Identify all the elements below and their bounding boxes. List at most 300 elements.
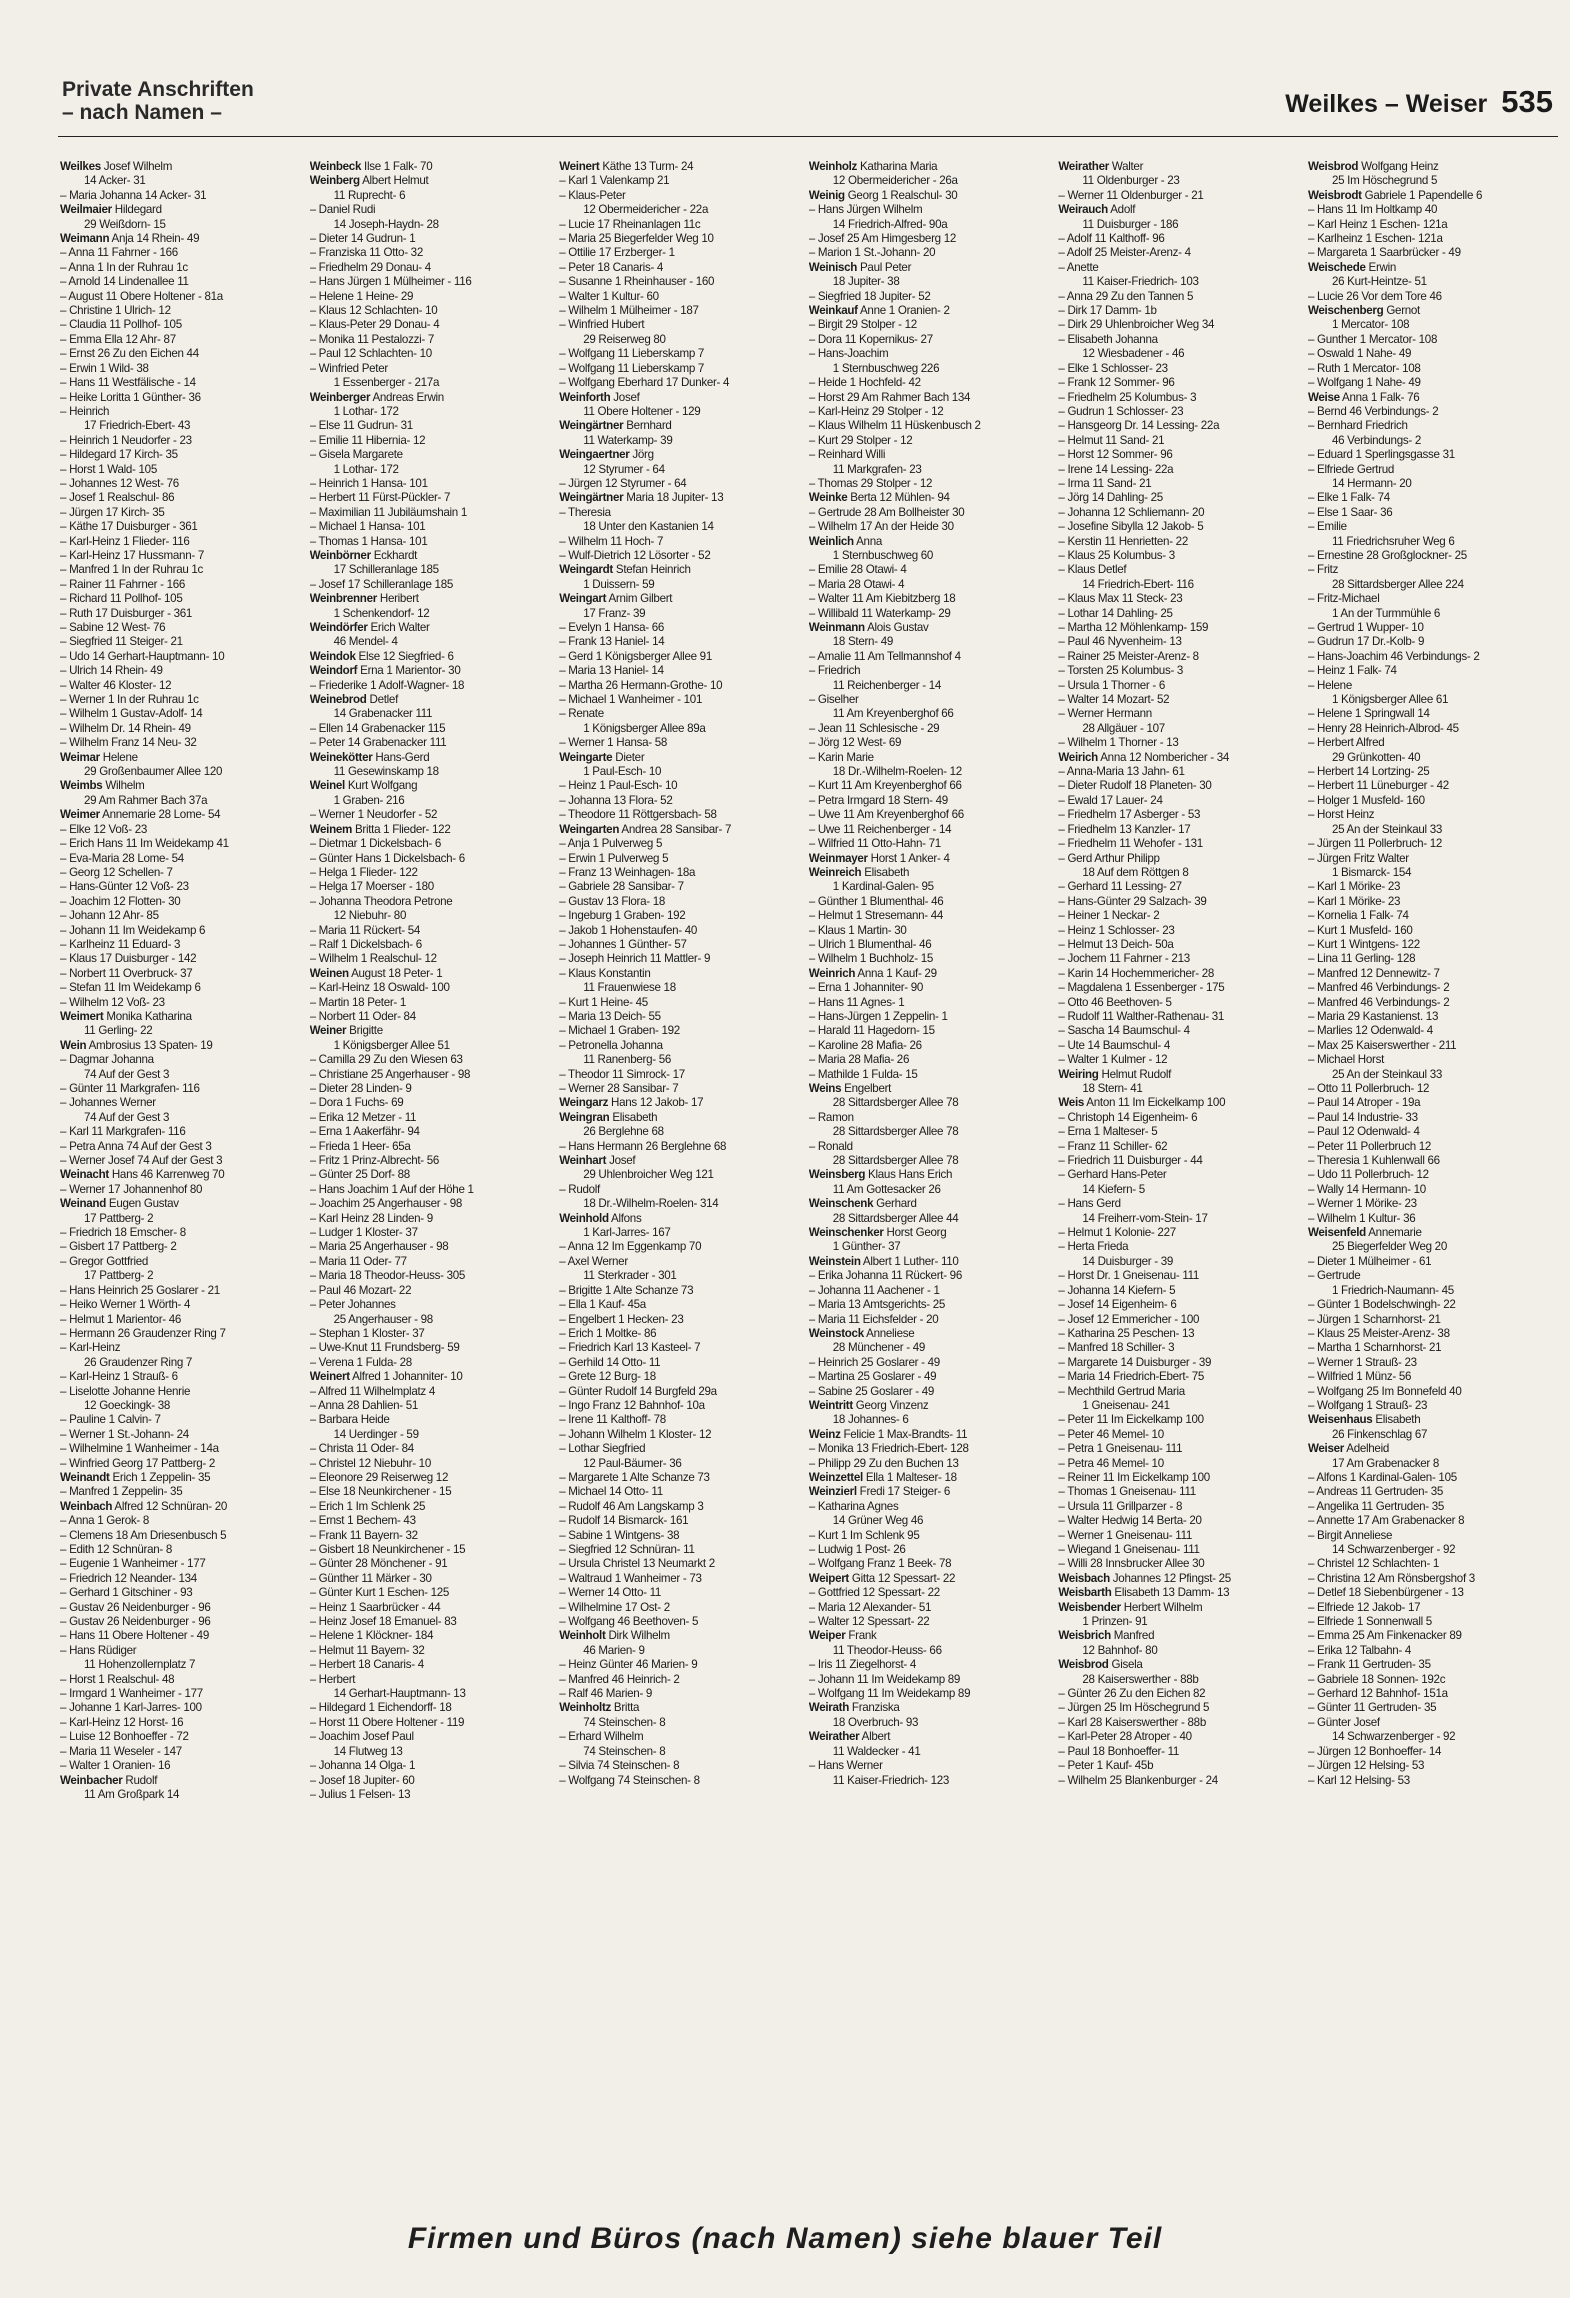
directory-entry: – Manfred 1 In der Ruhrau 1c <box>60 563 204 577</box>
surname: Weimer <box>60 808 100 822</box>
directory-entry: – Angelika 11 Gertruden- 35 <box>1307 1499 1445 1513</box>
surname: Weinke <box>808 491 848 505</box>
directory-entry: – Werner 1 Gneisenau- 111 <box>1058 1528 1193 1542</box>
directory-entry: 26 Graudenzer Ring 7 <box>84 1355 193 1369</box>
directory-entry: – Kurt 11 Am Kreyenberghof 66 <box>808 779 962 793</box>
directory-entry: – Paul 46 Nyvenheim- 13 <box>1058 635 1182 649</box>
directory-entry: – Rudolf 46 Am Langskamp 3 <box>559 1499 704 1513</box>
directory-entry: – Karl-Heinz 1 Strauß- 6 <box>60 1370 178 1384</box>
directory-entry: – Maria 18 Theodor-Heuss- 305 <box>309 1269 466 1283</box>
directory-entry: – Friedrich Karl 13 Kasteel- 7 <box>559 1341 701 1355</box>
directory-entry: – Walter 12 Spessart- 22 <box>808 1615 930 1629</box>
directory-entry: Weiring Helmut Rudolf <box>1058 1067 1172 1081</box>
directory-entry: – Werner 1 St.-Johann- 24 <box>60 1427 189 1441</box>
directory-entry: – Gabriele 28 Sansibar- 7 <box>559 880 684 894</box>
directory-entry: – Claudia 11 Pollhof- 105 <box>60 318 182 332</box>
directory-entry: 14 Uerdinger - 59 <box>333 1427 419 1441</box>
directory-entry: – Frank 11 Bayern- 32 <box>309 1528 418 1542</box>
directory-entry: 17 Pattberg- 2 <box>84 1211 154 1225</box>
directory-entry: – Paul 18 Bonhoeffer- 11 <box>1058 1744 1180 1758</box>
surname: Weinmann <box>808 621 865 634</box>
directory-entry: – Uwe 11 Reichenberger - 14 <box>808 822 952 836</box>
directory-entry: – Peter Johannes <box>309 1298 396 1312</box>
surname: Weinz <box>808 1427 841 1441</box>
directory-entry: Weinbörner Eckhardt <box>309 548 418 562</box>
directory-entry: Weirauch Adolf <box>1058 203 1136 217</box>
directory-entry: – Ludger 1 Kloster- 37 <box>309 1226 418 1240</box>
directory-entry: – Katharina 25 Peschen- 13 <box>1058 1326 1195 1340</box>
directory-entry: 17 Schilleranlage 185 <box>333 563 439 577</box>
directory-column <box>809 160 1059 2210</box>
directory-entry: – Karl-Heinz <box>60 1341 121 1355</box>
directory-entry: – Christa 11 Oder- 84 <box>309 1442 414 1456</box>
surname: Weimann <box>60 232 110 246</box>
directory-entry: 28 Sittardsberger Allee 78 <box>832 1125 959 1139</box>
directory-entry: – Jürgen 11 Pollerbruch- 12 <box>1307 837 1443 851</box>
directory-entry: – Dieter 1 Mülheimer - 61 <box>1307 1254 1432 1268</box>
directory-columns <box>60 160 1558 2210</box>
directory-entry: – Werner 14 Otto- 11 <box>559 1586 662 1600</box>
directory-entry: – Gunther 1 Mercator- 108 <box>1307 332 1438 346</box>
directory-entry: 11 Duisburger - 186 <box>1082 217 1179 231</box>
directory-entry: Weisbrodt Gabriele 1 Papendelle 6 <box>1307 188 1483 202</box>
directory-entry: – Gerhard 12 Bahnhof- 151a <box>1307 1687 1448 1701</box>
directory-entry: – Margareta 1 Saarbrücker - 49 <box>1307 246 1461 260</box>
directory-entry: – Rudolf 14 Bismarck- 161 <box>559 1514 689 1528</box>
directory-entry: – Wolfgang 46 Beethoven- 5 <box>559 1615 699 1629</box>
directory-entry: – Kurt 1 Musfeld- 160 <box>1307 923 1413 937</box>
directory-entry: – Horst Dr. 1 Gneisenau- 111 <box>1058 1269 1200 1283</box>
directory-entry: – Margarete 1 Alte Schanze 73 <box>559 1470 710 1484</box>
directory-entry: – Günter 1 Bodelschwingh- 22 <box>1307 1298 1456 1312</box>
directory-entry: 29 Uhlenbroicher Weg 121 <box>583 1168 714 1182</box>
directory-entry: – Winfried Hubert <box>559 318 645 332</box>
directory-entry: – Ottilie 17 Erzberger- 1 <box>559 246 675 260</box>
directory-entry: – Gerd 1 Königsberger Allee 91 <box>559 649 712 663</box>
directory-entry: – Richard 11 Pollhof- 105 <box>60 592 183 606</box>
directory-entry: – Rainer 25 Meister-Arenz- 8 <box>1058 649 1199 663</box>
directory-entry: – Alfons 1 Kardinal-Galen- 105 <box>1307 1470 1457 1484</box>
directory-entry: Weisbrod Gisela <box>1058 1658 1143 1672</box>
page-number: 535 <box>1501 84 1553 119</box>
directory-entry: – Hans 11 Westfälische - 14 <box>60 376 196 390</box>
directory-entry: – Heiko Werner 1 Wörth- 4 <box>60 1298 191 1312</box>
directory-entry: – Jürgen 12 Helsing- 53 <box>1307 1759 1425 1773</box>
surname: Weinholtz <box>559 1701 612 1715</box>
directory-entry: – Petra Irmgard 18 Stern- 49 <box>808 793 948 807</box>
directory-entry: 1 Sternbuschweg 226 <box>832 361 940 375</box>
directory-entry: – Wolfgang 11 Im Weidekamp 89 <box>808 1687 971 1701</box>
directory-entry: – Brigitte 1 Alte Schanze 73 <box>559 1283 694 1297</box>
directory-entry: Weisbach Johannes 12 Pfingst- 25 <box>1058 1571 1231 1585</box>
directory-entry: – Paul 14 Industrie- 33 <box>1307 1110 1418 1124</box>
directory-entry: – Frank 12 Sommer- 96 <box>1058 376 1175 390</box>
directory-entry: – Günter 28 Mönchener - 91 <box>309 1557 448 1571</box>
directory-entry: – Maria 11 Eichsfelder - 20 <box>808 1312 939 1326</box>
directory-entry: – Uwe 11 Am Kreyenberghof 66 <box>808 808 964 822</box>
directory-entry: Weingardt Stefan Heinrich <box>559 563 691 577</box>
directory-entry: – Petra 46 Memel- 10 <box>1058 1456 1164 1470</box>
directory-entry: 1 An der Turmmühle 6 <box>1331 606 1441 620</box>
directory-entry: – Gustav 13 Flora- 18 <box>559 894 666 908</box>
directory-entry: – Helmut 1 Marientor- 46 <box>60 1312 182 1326</box>
directory-entry: – Heinz Günter 46 Marien- 9 <box>559 1658 698 1672</box>
directory-entry: – Günter Josef <box>1307 1715 1380 1729</box>
directory-entry: – Else 11 Gudrun- 31 <box>309 419 413 433</box>
directory-entry: – Werner 11 Oldenburger - 21 <box>1058 188 1204 202</box>
directory-entry: – Adolf 25 Meister-Arenz- 4 <box>1058 246 1191 260</box>
directory-entry: – Torsten 25 Kolumbus- 3 <box>1058 664 1184 678</box>
surname: Weinschenker <box>808 1226 884 1240</box>
directory-entry: – Karl-Peter 28 Atroper - 40 <box>1058 1730 1192 1744</box>
directory-entry: Weinrich Anna 1 Kauf- 29 <box>808 966 937 980</box>
directory-entry: – Gabriele 18 Sonnen- 192c <box>1307 1672 1446 1686</box>
directory-entry: Weimer Annemarie 28 Lome- 54 <box>60 808 221 822</box>
directory-entry: – Kurt 1 Im Schlenk 95 <box>808 1528 920 1542</box>
directory-entry: – Karl 1 Valenkamp 21 <box>559 174 670 188</box>
directory-entry: Weingarten Andrea 28 Sansibar- 7 <box>559 822 732 836</box>
directory-entry: Weinhart Josef <box>559 1154 636 1168</box>
surname: Weinebrod <box>309 693 367 707</box>
directory-entry: – Lucie 17 Rheinanlagen 11c <box>559 217 701 231</box>
directory-entry: – Friedrich <box>808 664 861 678</box>
directory-entry: – Gisela Margarete <box>309 448 403 462</box>
surname: Weinbörner <box>309 548 371 562</box>
directory-entry: – Erika 12 Talbahn- 4 <box>1307 1643 1412 1657</box>
directory-entry: – Dirk 29 Uhlenbroicher Weg 34 <box>1058 318 1215 332</box>
heading-line-1: Private Anschriften <box>62 78 254 101</box>
directory-entry: – Christina 12 Am Rönsbergshof 3 <box>1307 1571 1475 1585</box>
directory-entry: – Klaus Konstantin <box>559 966 651 980</box>
directory-entry: – Wilhelm 1 Thorner - 13 <box>1058 736 1179 750</box>
directory-entry: – Elfriede Gertrud <box>1307 462 1395 476</box>
directory-entry: – Erna 1 Johanniter- 90 <box>808 981 924 995</box>
directory-entry: – Gudrun 1 Schlosser- 23 <box>1058 404 1184 418</box>
directory-entry: Weindok Else 12 Siegfried- 6 <box>309 649 454 663</box>
directory-entry: – Gisbert 18 Neunkirchener - 15 <box>309 1543 466 1556</box>
directory-entry: – Arnold 14 Lindenallee 11 <box>60 275 189 289</box>
directory-entry: – Heinrich 1 Neudorfer - 23 <box>60 433 192 447</box>
directory-entry: 14 Hermann- 20 <box>1331 476 1412 490</box>
directory-entry: – Manfred 46 Verbindungs- 2 <box>1307 981 1450 995</box>
directory-entry: – Helmut 1 Kolonie- 227 <box>1058 1226 1176 1240</box>
directory-entry: – Wolfgang 1 Strauß- 23 <box>1307 1398 1428 1412</box>
directory-entry: – Norbert 11 Overbruck- 37 <box>60 966 193 980</box>
surname: Weischede <box>1307 260 1366 274</box>
header-rule <box>58 136 1558 137</box>
directory-entry: – Frank 11 Gertruden- 35 <box>1307 1658 1431 1672</box>
directory-entry: – Helmut 1 Stresemann- 44 <box>808 909 944 923</box>
directory-entry: – Jürgen 12 Bonhoeffer- 14 <box>1307 1744 1442 1758</box>
directory-entry: 29 Weißdorn- 15 <box>84 217 166 231</box>
surname: Weinzettel <box>808 1470 863 1484</box>
directory-entry: – Heinrich <box>60 404 110 418</box>
directory-entry: Weisbrich Manfred <box>1058 1629 1155 1643</box>
surname: Weinhart <box>559 1154 607 1168</box>
directory-entry: – Anja 1 Pulverweg 5 <box>559 837 663 851</box>
directory-entry: – Gregor Gottfried <box>60 1254 149 1268</box>
directory-entry: – Stefan 11 Im Weidekamp 6 <box>60 981 201 995</box>
directory-entry: – Daniel Rudi <box>309 203 376 217</box>
directory-entry: 1 Sternbuschweg 60 <box>832 548 934 562</box>
directory-entry: – Petronella Johanna <box>559 1038 663 1052</box>
directory-entry: 14 Schwarzenberger - 92 <box>1331 1543 1456 1556</box>
directory-entry: Weingran Elisabeth <box>559 1110 658 1124</box>
directory-entry: – Jürgen 17 Kirch- 35 <box>60 505 165 519</box>
directory-entry: – Herbert <box>309 1672 356 1686</box>
directory-entry: – Magdalena 1 Essenberger - 175 <box>1058 981 1225 995</box>
page-heading <box>62 78 254 124</box>
directory-entry: – Günter 11 Markgrafen- 116 <box>60 1082 200 1095</box>
directory-entry: – Walter 14 Mozart- 52 <box>1058 693 1170 707</box>
directory-entry: – Eleonore 29 Reiserweg 12 <box>309 1470 449 1484</box>
directory-entry: – Lucie 26 Vor dem Tore 46 <box>1307 289 1442 303</box>
directory-entry: – Dagmar Johanna <box>60 1053 154 1067</box>
directory-entry: Weinisch Paul Peter <box>808 260 912 274</box>
directory-entry: – Heinz 1 Saarbrücker - 44 <box>309 1600 441 1614</box>
directory-entry: 26 Berglehne 68 <box>583 1125 664 1139</box>
directory-entry: – Maria 29 Kastanienst. 13 <box>1307 1009 1439 1023</box>
directory-entry: – Anna 11 Fahrner - 166 <box>60 246 178 260</box>
surname: Weirather <box>1058 160 1109 173</box>
directory-entry: – Harald 11 Hagedorn- 15 <box>808 1024 935 1038</box>
directory-entry: – Christel 12 Schlachten- 1 <box>1307 1557 1440 1571</box>
directory-entry: Weinlich Anna <box>808 534 883 548</box>
directory-entry: – Maria 14 Friedrich-Ebert- 75 <box>1058 1370 1205 1384</box>
directory-entry: – Ernst 1 Bechem- 43 <box>309 1514 416 1528</box>
directory-entry: – Maria 28 Mafia- 26 <box>808 1053 910 1067</box>
directory-entry: – Wilhelm 1 Kultur- 36 <box>1307 1211 1416 1225</box>
directory-entry: – Horst 29 Am Rahmer Bach 134 <box>808 390 971 404</box>
directory-entry: – Hans Hermann 26 Berglehne 68 <box>559 1139 727 1153</box>
directory-entry: – Stephan 1 Kloster- 37 <box>309 1326 425 1340</box>
directory-entry: – Reinhard Willi <box>808 448 886 462</box>
directory-entry: 25 An der Steinkaul 33 <box>1331 1067 1443 1081</box>
directory-entry: Weiper Frank <box>808 1629 877 1643</box>
directory-entry: – Irma 11 Sand- 21 <box>1058 476 1152 490</box>
directory-entry: – Günter 26 Zu den Eichen 82 <box>1058 1687 1206 1701</box>
directory-entry: – Johanna 11 Aachener - 1 <box>808 1283 940 1297</box>
directory-entry: 1 Lothar- 172 <box>333 404 399 418</box>
directory-entry: – Henry 28 Heinrich-Albrod- 45 <box>1307 721 1459 735</box>
directory-entry: – Heike Loritta 1 Günther- 36 <box>60 390 201 404</box>
directory-entry: 25 An der Steinkaul 33 <box>1331 822 1443 836</box>
directory-entry: – Karlheinz 11 Eduard- 3 <box>60 937 181 951</box>
directory-entry: – Klaus 25 Meister-Arenz- 38 <box>1307 1326 1450 1340</box>
directory-entry: 17 Pattberg- 2 <box>84 1269 154 1283</box>
directory-entry: – Gerhard 11 Lessing- 27 <box>1058 880 1182 894</box>
directory-entry: Weinholz Katharina Maria <box>808 160 938 173</box>
directory-entry: – Kurt 1 Heine- 45 <box>559 995 648 1009</box>
directory-entry: 14 Joseph-Haydn- 28 <box>333 217 439 231</box>
directory-entry: – Wolfgang 1 Nahe- 49 <box>1307 376 1421 390</box>
directory-entry: – Jakob 1 Hohenstaufen- 40 <box>559 923 698 937</box>
directory-entry: Weisenhaus Elisabeth <box>1307 1413 1421 1427</box>
directory-entry: – Klaus 12 Schlachten- 10 <box>309 304 438 318</box>
directory-entry: – Klaus Wilhelm 11 Hüskenbusch 2 <box>808 419 981 433</box>
directory-entry: 12 Paul-Bäumer- 36 <box>583 1456 682 1470</box>
directory-entry: – Friedhelm 13 Kanzler- 17 <box>1058 822 1191 836</box>
directory-entry: – Josef 12 Emmericher - 100 <box>1058 1312 1200 1326</box>
directory-entry: – Erika Johanna 11 Rückert- 96 <box>808 1269 962 1283</box>
directory-entry: – Willibald 11 Waterkamp- 29 <box>808 606 951 620</box>
directory-entry: – Ralf 1 Dickelsbach- 6 <box>309 937 422 951</box>
directory-entry: – Hans Heinrich 25 Goslarer - 21 <box>60 1283 220 1297</box>
directory-entry: Weinholtz Britta <box>559 1701 640 1715</box>
directory-entry: – Katharina Agnes <box>808 1499 899 1513</box>
directory-entry: Weinert Käthe 13 Turm- 24 <box>559 160 694 173</box>
directory-entry: – Anna 28 Dahlien- 51 <box>309 1398 419 1412</box>
directory-entry: – Christoph 14 Eigenheim- 6 <box>1058 1110 1198 1124</box>
directory-entry: – Ursula 1 Thorner - 6 <box>1058 678 1165 692</box>
directory-entry: 11 Gesewinskamp 18 <box>333 765 439 779</box>
directory-entry: – Irene 11 Kalthoff- 78 <box>559 1413 666 1427</box>
directory-entry: – Käthe 17 Duisburger - 361 <box>60 520 198 534</box>
directory-entry: – Lothar Siegfried <box>559 1442 646 1456</box>
directory-entry: – Petra 1 Gneisenau- 111 <box>1058 1442 1183 1456</box>
directory-entry: – Thomas 29 Stolper - 12 <box>808 476 933 490</box>
directory-entry: 12 Niebuhr- 80 <box>333 909 407 923</box>
surname: Weisbender <box>1058 1600 1121 1614</box>
directory-entry: – Norbert 11 Oder- 84 <box>309 1009 416 1023</box>
surname: Weinberg <box>309 174 360 188</box>
surname: Weinhold <box>559 1211 609 1225</box>
surname: Weiring <box>1058 1067 1099 1081</box>
surname: Weinert <box>559 160 600 173</box>
directory-entry: 29 Großenbaumer Allee 120 <box>84 765 223 779</box>
directory-entry: – Margarete 14 Duisburger - 39 <box>1058 1355 1212 1369</box>
surname: Weisbrich <box>1058 1629 1111 1643</box>
directory-entry: – Giselher <box>808 693 859 707</box>
directory-entry: 14 Kiefern- 5 <box>1082 1182 1145 1196</box>
directory-entry: – Liselotte Johanne Henrie <box>60 1384 191 1398</box>
surname: Weingaertner <box>559 448 630 462</box>
directory-entry: – Oswald 1 Nahe- 49 <box>1307 347 1412 361</box>
directory-entry: – Johannes 1 Günther- 57 <box>559 937 687 951</box>
surname: Weisbrodt <box>1307 188 1362 202</box>
surname: Weinstein <box>808 1254 861 1268</box>
directory-column <box>60 160 310 2210</box>
directory-entry: – Maria Johanna 14 Acker- 31 <box>60 188 207 202</box>
directory-entry: – Gerhild 14 Otto- 11 <box>559 1355 661 1369</box>
directory-entry: – Karl 28 Kaiserswerther - 88b <box>1058 1715 1206 1729</box>
directory-entry: Weingärtner Maria 18 Jupiter- 13 <box>559 491 724 505</box>
directory-entry: – Maria 28 Otawi- 4 <box>808 577 905 591</box>
directory-entry: 29 Am Rahmer Bach 37a <box>84 793 208 807</box>
directory-entry: 14 Schwarzenberger - 92 <box>1331 1730 1456 1744</box>
directory-entry: 29 Grünkotten- 40 <box>1331 750 1421 764</box>
directory-entry: Weinhold Alfons <box>559 1211 642 1225</box>
surname: Weisbarth <box>1058 1586 1112 1600</box>
directory-entry: – Otto 11 Pollerbruch- 12 <box>1307 1082 1430 1095</box>
directory-entry: – Ramon <box>808 1110 854 1124</box>
directory-entry: – Horst 1 Realschul- 48 <box>60 1672 175 1686</box>
directory-entry: – Helga 17 Moerser - 180 <box>309 880 434 894</box>
directory-entry: – Johann Wilhelm 1 Kloster- 12 <box>559 1427 712 1441</box>
directory-entry: – Friederike 1 Adolf-Wagner- 18 <box>309 678 465 692</box>
directory-entry: 11 Waldecker - 41 <box>832 1744 921 1758</box>
directory-entry: – Peter 11 Im Eickelkamp 100 <box>1058 1413 1204 1427</box>
directory-entry: – Karoline 28 Mafia- 26 <box>808 1038 922 1052</box>
surname: Weinlich <box>808 534 854 548</box>
surname: Weiner <box>309 1024 347 1038</box>
directory-entry: – Eva-Maria 28 Lome- 54 <box>60 851 184 865</box>
directory-entry: – Max 25 Kaiserswerther - 211 <box>1307 1038 1457 1052</box>
directory-entry: – Fritz 1 Prinz-Albrecht- 56 <box>309 1154 440 1168</box>
directory-entry: – Helene 1 Klöckner- 184 <box>309 1629 434 1643</box>
directory-entry: 14 Freiherr-vom-Stein- 17 <box>1082 1211 1208 1225</box>
directory-entry: – Alfred 11 Wilhelmplatz 4 <box>309 1384 435 1398</box>
surname: Weintritt <box>808 1398 853 1412</box>
surname: Weinsberg <box>808 1168 866 1182</box>
directory-entry: – Helene 1 Springwall 14 <box>1307 707 1430 721</box>
directory-entry: – Werner Hermann <box>1058 707 1152 721</box>
directory-entry: – Renate <box>559 707 604 721</box>
surname: Weinreich <box>808 865 862 879</box>
directory-entry: – Karl Heinz 28 Linden- 9 <box>309 1211 433 1225</box>
directory-entry: – Erna 1 Malteser- 5 <box>1058 1125 1158 1139</box>
directory-entry: – Johann 12 Ahr- 85 <box>60 909 159 923</box>
directory-entry: – Franz 11 Schiller- 62 <box>1058 1139 1168 1153</box>
directory-entry: Weinbacher Rudolf <box>60 1773 158 1787</box>
directory-entry: 1 Schenkendorf- 12 <box>333 606 430 620</box>
directory-entry: – Sabine 1 Wintgens- 38 <box>559 1528 680 1542</box>
surname: Weinel <box>309 779 345 793</box>
directory-entry: – Anna 1 Gerok- 8 <box>60 1514 149 1528</box>
directory-entry: 1 Kardinal-Galen- 95 <box>832 880 934 894</box>
surname: Weindörfer <box>309 621 368 634</box>
directory-entry: – Iris 11 Ziegelhorst- 4 <box>808 1658 917 1672</box>
surname: Weinschenk <box>808 1197 874 1211</box>
directory-entry: – Hans-Günter 29 Salzach- 39 <box>1058 894 1207 908</box>
directory-entry: – Ernst 26 Zu den Eichen 44 <box>60 347 199 361</box>
directory-entry: 11 Markgrafen- 23 <box>832 462 922 476</box>
directory-entry: – Thomas 1 Gneisenau- 111 <box>1058 1485 1196 1499</box>
directory-entry: 11 Oldenburger - 23 <box>1082 174 1180 188</box>
directory-entry: Weinforth Josef <box>559 390 640 404</box>
directory-entry: – Herbert 11 Lüneburger - 42 <box>1307 779 1449 793</box>
directory-entry: – Erich Hans 11 Im Weidekamp 41 <box>60 837 229 851</box>
directory-entry: – Heinrich 1 Hansa- 101 <box>309 476 428 490</box>
directory-entry: 18 Stern- 41 <box>1082 1082 1143 1095</box>
directory-entry: Weinbrenner Heribert <box>309 592 419 606</box>
directory-entry: Weinmayer Horst 1 Anker- 4 <box>808 851 950 865</box>
directory-entry: – Maria 25 Angerhauser - 98 <box>309 1240 449 1254</box>
directory-entry: 1 Paul-Esch- 10 <box>583 765 662 779</box>
directory-entry: – Wilfried 1 Münz- 56 <box>1307 1370 1412 1384</box>
directory-entry: – Hans 11 Agnes- 1 <box>808 995 905 1009</box>
directory-entry: 18 Stern- 49 <box>832 635 893 649</box>
directory-entry: – Emilie <box>1307 520 1347 534</box>
directory-entry: – Barbara Heide <box>309 1413 390 1427</box>
directory-entry: – Klaus Detlef <box>1058 563 1127 577</box>
directory-entry: – Monika 11 Pestalozzi- 7 <box>309 332 434 346</box>
directory-entry: – Klaus 17 Duisburger - 142 <box>60 952 197 966</box>
directory-entry: – Gerhard Hans-Peter <box>1058 1168 1167 1182</box>
directory-entry: – Günter Hans 1 Dickelsbach- 6 <box>309 851 465 865</box>
directory-entry: – Friedhelm 25 Kolumbus- 3 <box>1058 390 1197 404</box>
directory-entry: 12 Bahnhof- 80 <box>1082 1643 1158 1657</box>
directory-entry: – Werner 1 Neudorfer - 52 <box>309 808 438 822</box>
directory-entry: 26 Finkenschlag 67 <box>1331 1427 1428 1441</box>
directory-entry: – Martin 18 Peter- 1 <box>309 995 407 1009</box>
directory-entry: – Reiner 11 Im Eickelkamp 100 <box>1058 1470 1210 1484</box>
surname: Wein <box>60 1038 87 1052</box>
surname: Weinig <box>808 188 845 202</box>
directory-entry: – Rudolf 11 Walther-Rathenau- 31 <box>1058 1009 1225 1023</box>
directory-entry: – Wilfried 11 Otto-Hahn- 71 <box>808 837 941 851</box>
directory-entry: 14 Flutweg 13 <box>333 1744 403 1758</box>
